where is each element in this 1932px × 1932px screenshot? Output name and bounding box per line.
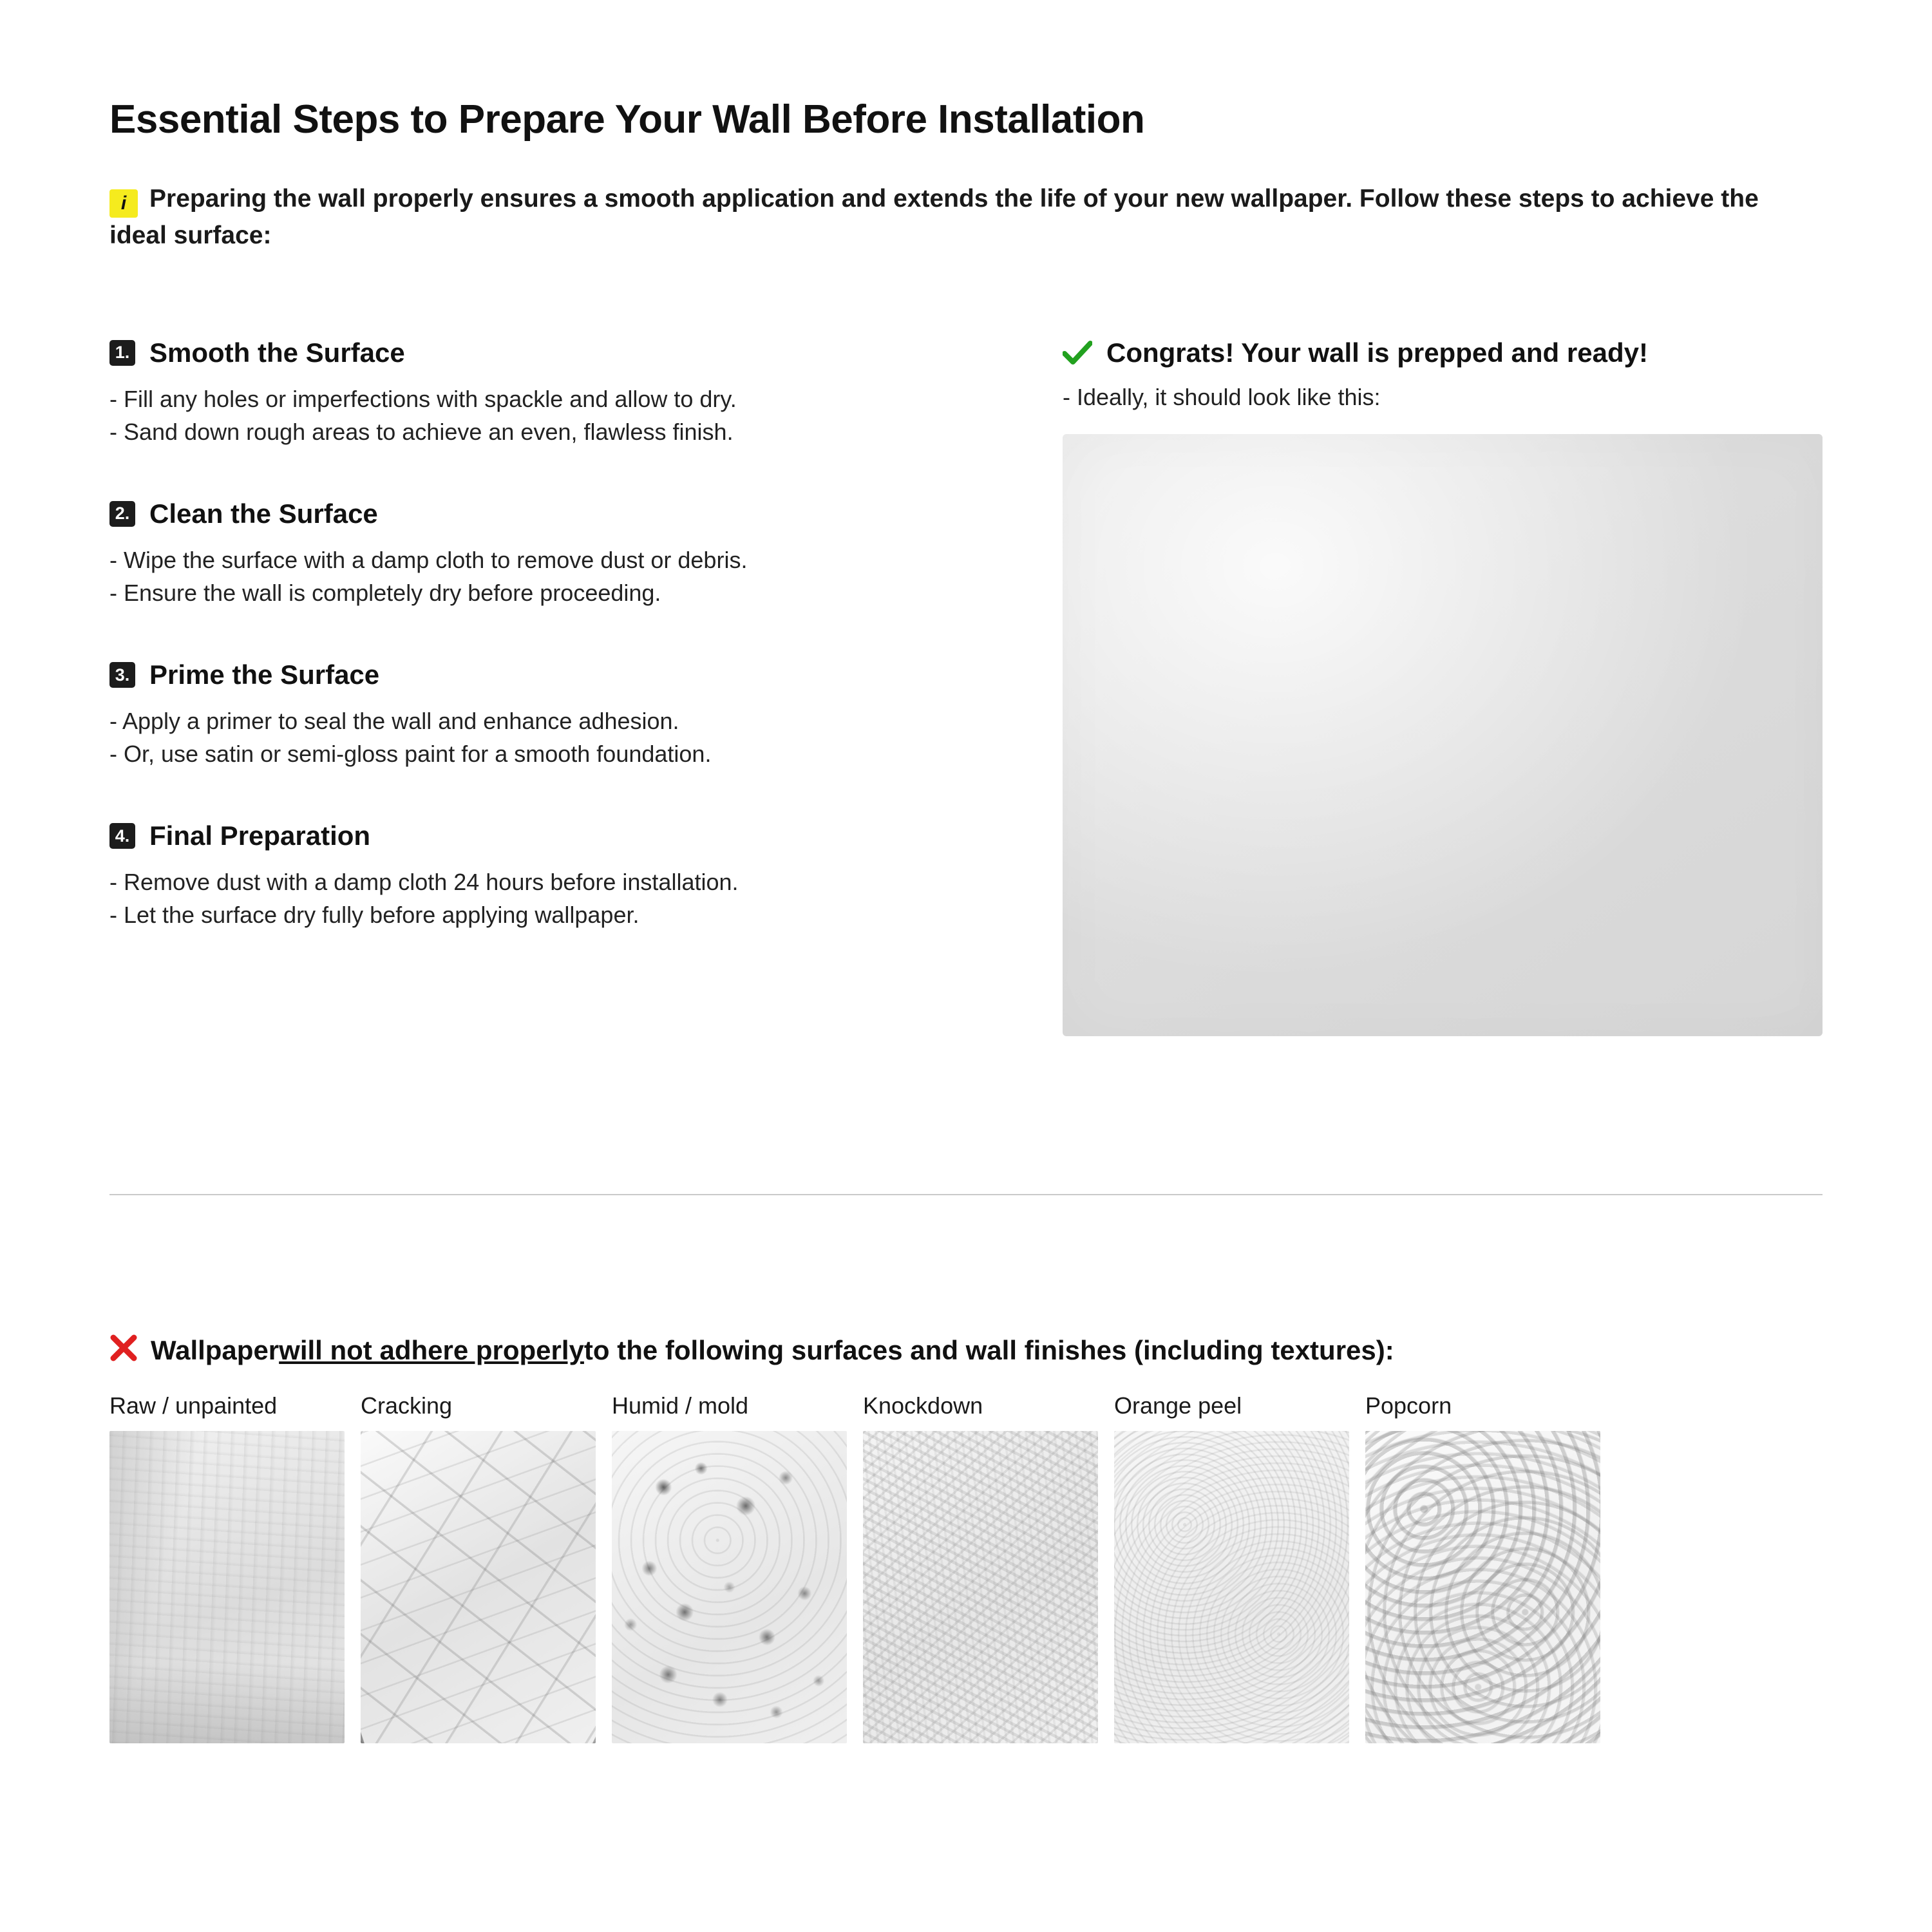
step-3-line-2: - Or, use satin or semi-gloss paint for a smooth foundation. [109, 741, 712, 768]
swatch-humid-mold [612, 1392, 847, 1743]
bad-heading-before: Wallpaper [151, 1335, 279, 1366]
step-1-heading [109, 337, 979, 368]
page-title: Essential Steps to Prepare Your Wall Before Installation [109, 97, 1145, 142]
step-3-line-1: - Apply a primer to seal the wall and enhance adhesion. [109, 708, 679, 735]
swatch-knockdown-label: Knockdown [863, 1392, 983, 1419]
ready-heading-text: Congrats! Your wall is prepped and ready! [1106, 337, 1648, 368]
intro-paragraph [109, 181, 1823, 254]
swatch-knockdown [863, 1392, 1098, 1743]
swatch-popcorn-label: Popcorn [1365, 1392, 1452, 1419]
step-3-title: Prime the Surface [149, 659, 380, 690]
prepped-wall-image [1063, 434, 1823, 1036]
ready-heading [1063, 337, 1823, 368]
step-1 [109, 337, 979, 448]
swatch-popcorn-image [1365, 1431, 1600, 1743]
swatch-cracking [361, 1392, 596, 1743]
info-icon: i [109, 189, 138, 218]
bad-surfaces-section [109, 1334, 1823, 1743]
step-4-line-1: - Remove dust with a damp cloth 24 hours before installation. [109, 869, 739, 896]
step-1-line-1: - Fill any holes or imperfections with spackle and allow to dry. [109, 385, 737, 412]
step-1-line-2: - Sand down rough areas to achieve an even, flawless finish. [109, 418, 734, 445]
swatch-orange-peel-image [1114, 1431, 1349, 1743]
step-4-line-2: - Let the surface dry fully before applying wallpaper. [109, 902, 639, 929]
swatch-raw-unpainted-label: Raw / unpainted [109, 1392, 278, 1419]
swatch-orange-peel [1114, 1392, 1349, 1743]
step-2-line-2: - Ensure the wall is completely dry before proceeding. [109, 580, 661, 606]
bad-surface-swatches [109, 1392, 1823, 1743]
intro-text: Preparing the wall properly ensures a smooth application and extends the life of your new wallpaper. Follow these steps to achieve the ideal surface: [109, 185, 1759, 250]
step-1-title: Smooth the Surface [149, 337, 405, 368]
step-2-title: Clean the Surface [149, 498, 378, 529]
ready-subtext: - Ideally, it should look like this: [1063, 383, 1381, 410]
x-icon [109, 1334, 138, 1368]
step-4-title: Final Preparation [149, 820, 371, 851]
swatch-humid-mold-image [612, 1431, 847, 1743]
ready-column [1063, 337, 1823, 1036]
step-4 [109, 820, 979, 931]
steps-column [109, 337, 979, 1036]
step-1-number: 1. [109, 340, 135, 366]
step-3-heading [109, 659, 979, 690]
step-2 [109, 498, 979, 609]
check-icon [1063, 340, 1092, 366]
swatch-cracking-image [361, 1431, 596, 1743]
step-2-number: 2. [109, 501, 135, 527]
section-divider [109, 1194, 1823, 1195]
step-3 [109, 659, 979, 770]
bad-surfaces-heading [109, 1334, 1823, 1368]
step-2-heading [109, 498, 979, 529]
bad-heading-after: to the following surfaces and wall finishes (including textures): [583, 1335, 1394, 1366]
swatch-popcorn [1365, 1392, 1600, 1743]
content-columns [109, 337, 1823, 1036]
swatch-orange-peel-label: Orange peel [1114, 1392, 1242, 1419]
swatch-raw-unpainted-image [109, 1431, 345, 1743]
step-4-heading [109, 820, 979, 851]
swatch-raw-unpainted [109, 1392, 345, 1743]
step-3-number: 3. [109, 662, 135, 688]
step-4-number: 4. [109, 823, 135, 849]
bad-heading-underlined: will not adhere properly [279, 1335, 584, 1366]
step-2-line-1: - Wipe the surface with a damp cloth to remove dust or debris. [109, 546, 748, 573]
swatch-cracking-label: Cracking [361, 1392, 453, 1419]
swatch-knockdown-image [863, 1431, 1098, 1743]
swatch-humid-mold-label: Humid / mold [612, 1392, 749, 1419]
